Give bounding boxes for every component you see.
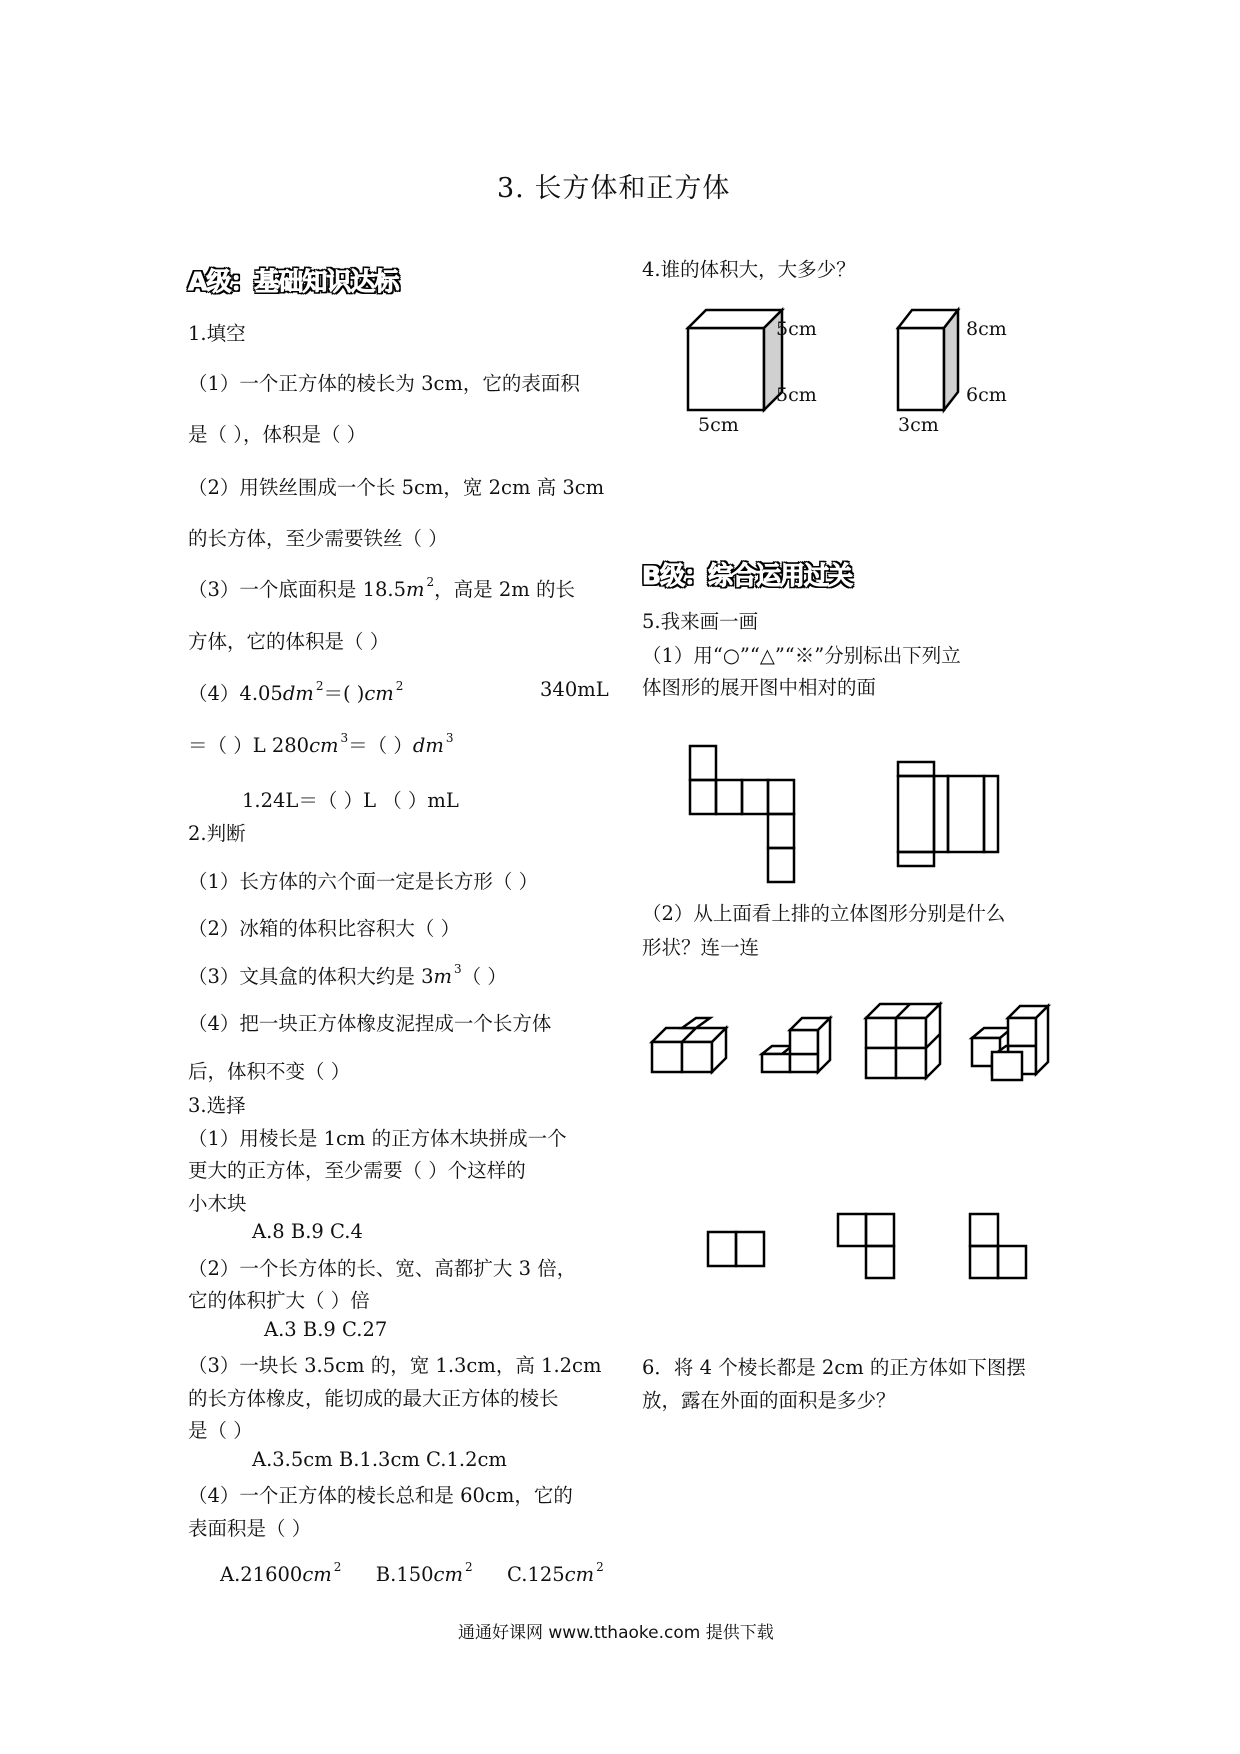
q3-line-1: （1）用棱长是 1cm 的正方体木块拼成一个 [188, 1127, 567, 1150]
q2-line-3-a: （3）文具盒的体积大约是 3 [188, 965, 434, 988]
top-view-figure-1 [708, 1232, 770, 1272]
q1-line-1: （1）一个正方体的棱长为 3cm，它的表面积 [188, 372, 580, 395]
q1-line-7-b: ＝( ) [323, 682, 365, 705]
q3-line-3: 小木块 [188, 1192, 247, 1215]
q2-line-5: 后，体积不变（ ） [188, 1060, 351, 1083]
top-view-figure-3 [970, 1214, 1032, 1284]
q3-line-9: 的长方体橡皮，能切成的最大正方体的棱长 [188, 1387, 559, 1410]
q5-heading: 5.我来画一画 [642, 610, 759, 633]
q1-line-7 [188, 678, 403, 706]
section-b-badge: B级：综合运用过关 [642, 561, 853, 590]
q1-line-8-unit-1: cm [309, 734, 339, 757]
q2-line-2: （2）冰箱的体积比容积大（ ） [188, 917, 461, 940]
cube-stack-figure-4 [972, 1002, 1072, 1092]
q3-option-a-sup: 2 [333, 1560, 342, 1574]
page-footer: 通通好课网 www.tthaoke.com 提供下载 [458, 1623, 774, 1643]
q3-option-a: A.21600 [220, 1563, 303, 1586]
q1-line-5-unit: m [406, 578, 425, 601]
q3-line-7: A.3 B.9 C.27 [264, 1318, 388, 1341]
q3-line-12: （4）一个正方体的棱长总和是 60cm，它的 [188, 1484, 573, 1507]
q1-line-8-sup-1: 3 [340, 731, 349, 745]
q1-line-7-unit-1: dm [282, 682, 314, 705]
q3-line-11: A.3.5cm B.1.3cm C.1.2cm [252, 1448, 507, 1471]
page-title: 3. 长方体和正方体 [497, 173, 731, 204]
q5-line-4: 形状？连一连 [642, 936, 760, 959]
q3-line-2: 更大的正方体，至少需要（ ）个这样的 [188, 1159, 526, 1182]
q3-line-13: 表面积是（ ） [188, 1517, 312, 1540]
cube-stack-figure-3 [866, 1002, 952, 1092]
q2-line-3 [188, 961, 507, 989]
q2-line-3-unit: m [433, 965, 453, 988]
q3-line-8: （3）一块长 3.5cm 的，宽 1.3cm，高 1.2cm [188, 1354, 602, 1377]
q5-line-1: （1）用“○”“△”“※”分别标出下列立 [642, 644, 961, 667]
box1-depth-label: 5cm [776, 384, 817, 406]
q1-line-8-a: ＝（ ）L 280 [188, 734, 310, 757]
q1-heading: 1.填空 [188, 322, 246, 345]
q1-line-5-a: （3）一个底面积是 18.5 [188, 578, 407, 601]
box2-height-label: 8cm [966, 318, 1007, 340]
q1-line-7-sup-1: 2 [315, 679, 324, 693]
q4-heading: 4.谁的体积大，大多少？ [642, 258, 856, 281]
cube-net-figure-1 [690, 746, 810, 896]
box1-height-label: 5cm [776, 318, 817, 340]
q3-option-b: B.150 [375, 1563, 434, 1586]
q1-line-4: 的长方体，至少需要铁丝（ ） [188, 527, 448, 550]
q3-line-6: 它的体积扩大（ ）倍 [188, 1289, 370, 1312]
q1-line-7-ml: 340mL [540, 678, 609, 701]
cube-stack-figure-2 [762, 1018, 842, 1090]
q2-heading: 2.判断 [188, 822, 246, 845]
q1-line-7-a: （4）4.05 [188, 682, 283, 705]
q1-line-8-sup-2: 3 [445, 731, 454, 745]
q3-option-c-sup: 2 [596, 1560, 604, 1574]
q1-line-5-b: ，高是 2m 的长 [434, 578, 575, 601]
q3-line-4: A.8 B.9 C.4 [252, 1220, 363, 1243]
q6-line-2: 放，露在外面的面积是多少？ [642, 1389, 896, 1412]
q3-line-10: 是（ ） [188, 1419, 253, 1442]
q5-line-2: 体图形的展开图中相对的面 [642, 676, 877, 699]
q1-line-5 [188, 574, 575, 602]
q3-options-row [220, 1560, 604, 1586]
q2-line-3-sup: 3 [454, 962, 462, 976]
q3-option-b-unit: cm [433, 1563, 463, 1586]
q3-option-b-sup: 2 [464, 1560, 473, 1574]
q1-line-6: 方体，它的体积是（ ） [188, 630, 390, 653]
section-a-badge: A级：基础知识达标 [188, 267, 399, 296]
q1-line-5-sup: 2 [426, 575, 435, 589]
q6-line-1: 6．将 4 个棱长都是 2cm 的正方体如下图摆 [642, 1356, 1026, 1379]
q2-line-4: （4）把一块正方体橡皮泥捏成一个长方体 [188, 1012, 552, 1035]
q3-heading: 3.选择 [188, 1094, 246, 1117]
q3-option-c-unit: cm [564, 1563, 595, 1586]
q5-line-3: （2）从上面看上排的立体图形分别是什么 [642, 902, 1006, 925]
q1-line-8 [188, 730, 453, 758]
q1-line-7-sup-2: 2 [395, 679, 404, 693]
q2-line-1: （1）长方体的六个面一定是长方形（ ） [188, 870, 539, 893]
q3-option-c: C.125 [507, 1563, 565, 1586]
box2-width-label: 3cm [898, 414, 939, 436]
q1-line-9: 1.24L＝（ ）L （ ）mL [242, 789, 459, 812]
q2-line-3-b: （ ） [461, 965, 507, 988]
box2-depth-label: 6cm [966, 384, 1007, 406]
top-view-figure-2 [838, 1214, 900, 1284]
q1-line-3: （2）用铁丝围成一个长 5cm，宽 2cm 高 3cm [188, 476, 605, 499]
q3-option-a-unit: cm [302, 1563, 332, 1586]
q1-line-8-unit-2: dm [412, 734, 444, 757]
box1-width-label: 5cm [698, 414, 739, 436]
q1-line-8-b: ＝（ ） [348, 734, 413, 757]
q1-line-2: 是（ ），体积是（ ） [188, 423, 367, 446]
q3-line-5: （2）一个长方体的长、宽、高都扩大 3 倍， [188, 1257, 577, 1280]
cuboid-net-figure-2 [898, 762, 1018, 882]
q1-line-7-unit-2: cm [364, 682, 394, 705]
cuboid-figure-1 [688, 308, 788, 413]
cube-stack-figure-1 [652, 1018, 732, 1090]
